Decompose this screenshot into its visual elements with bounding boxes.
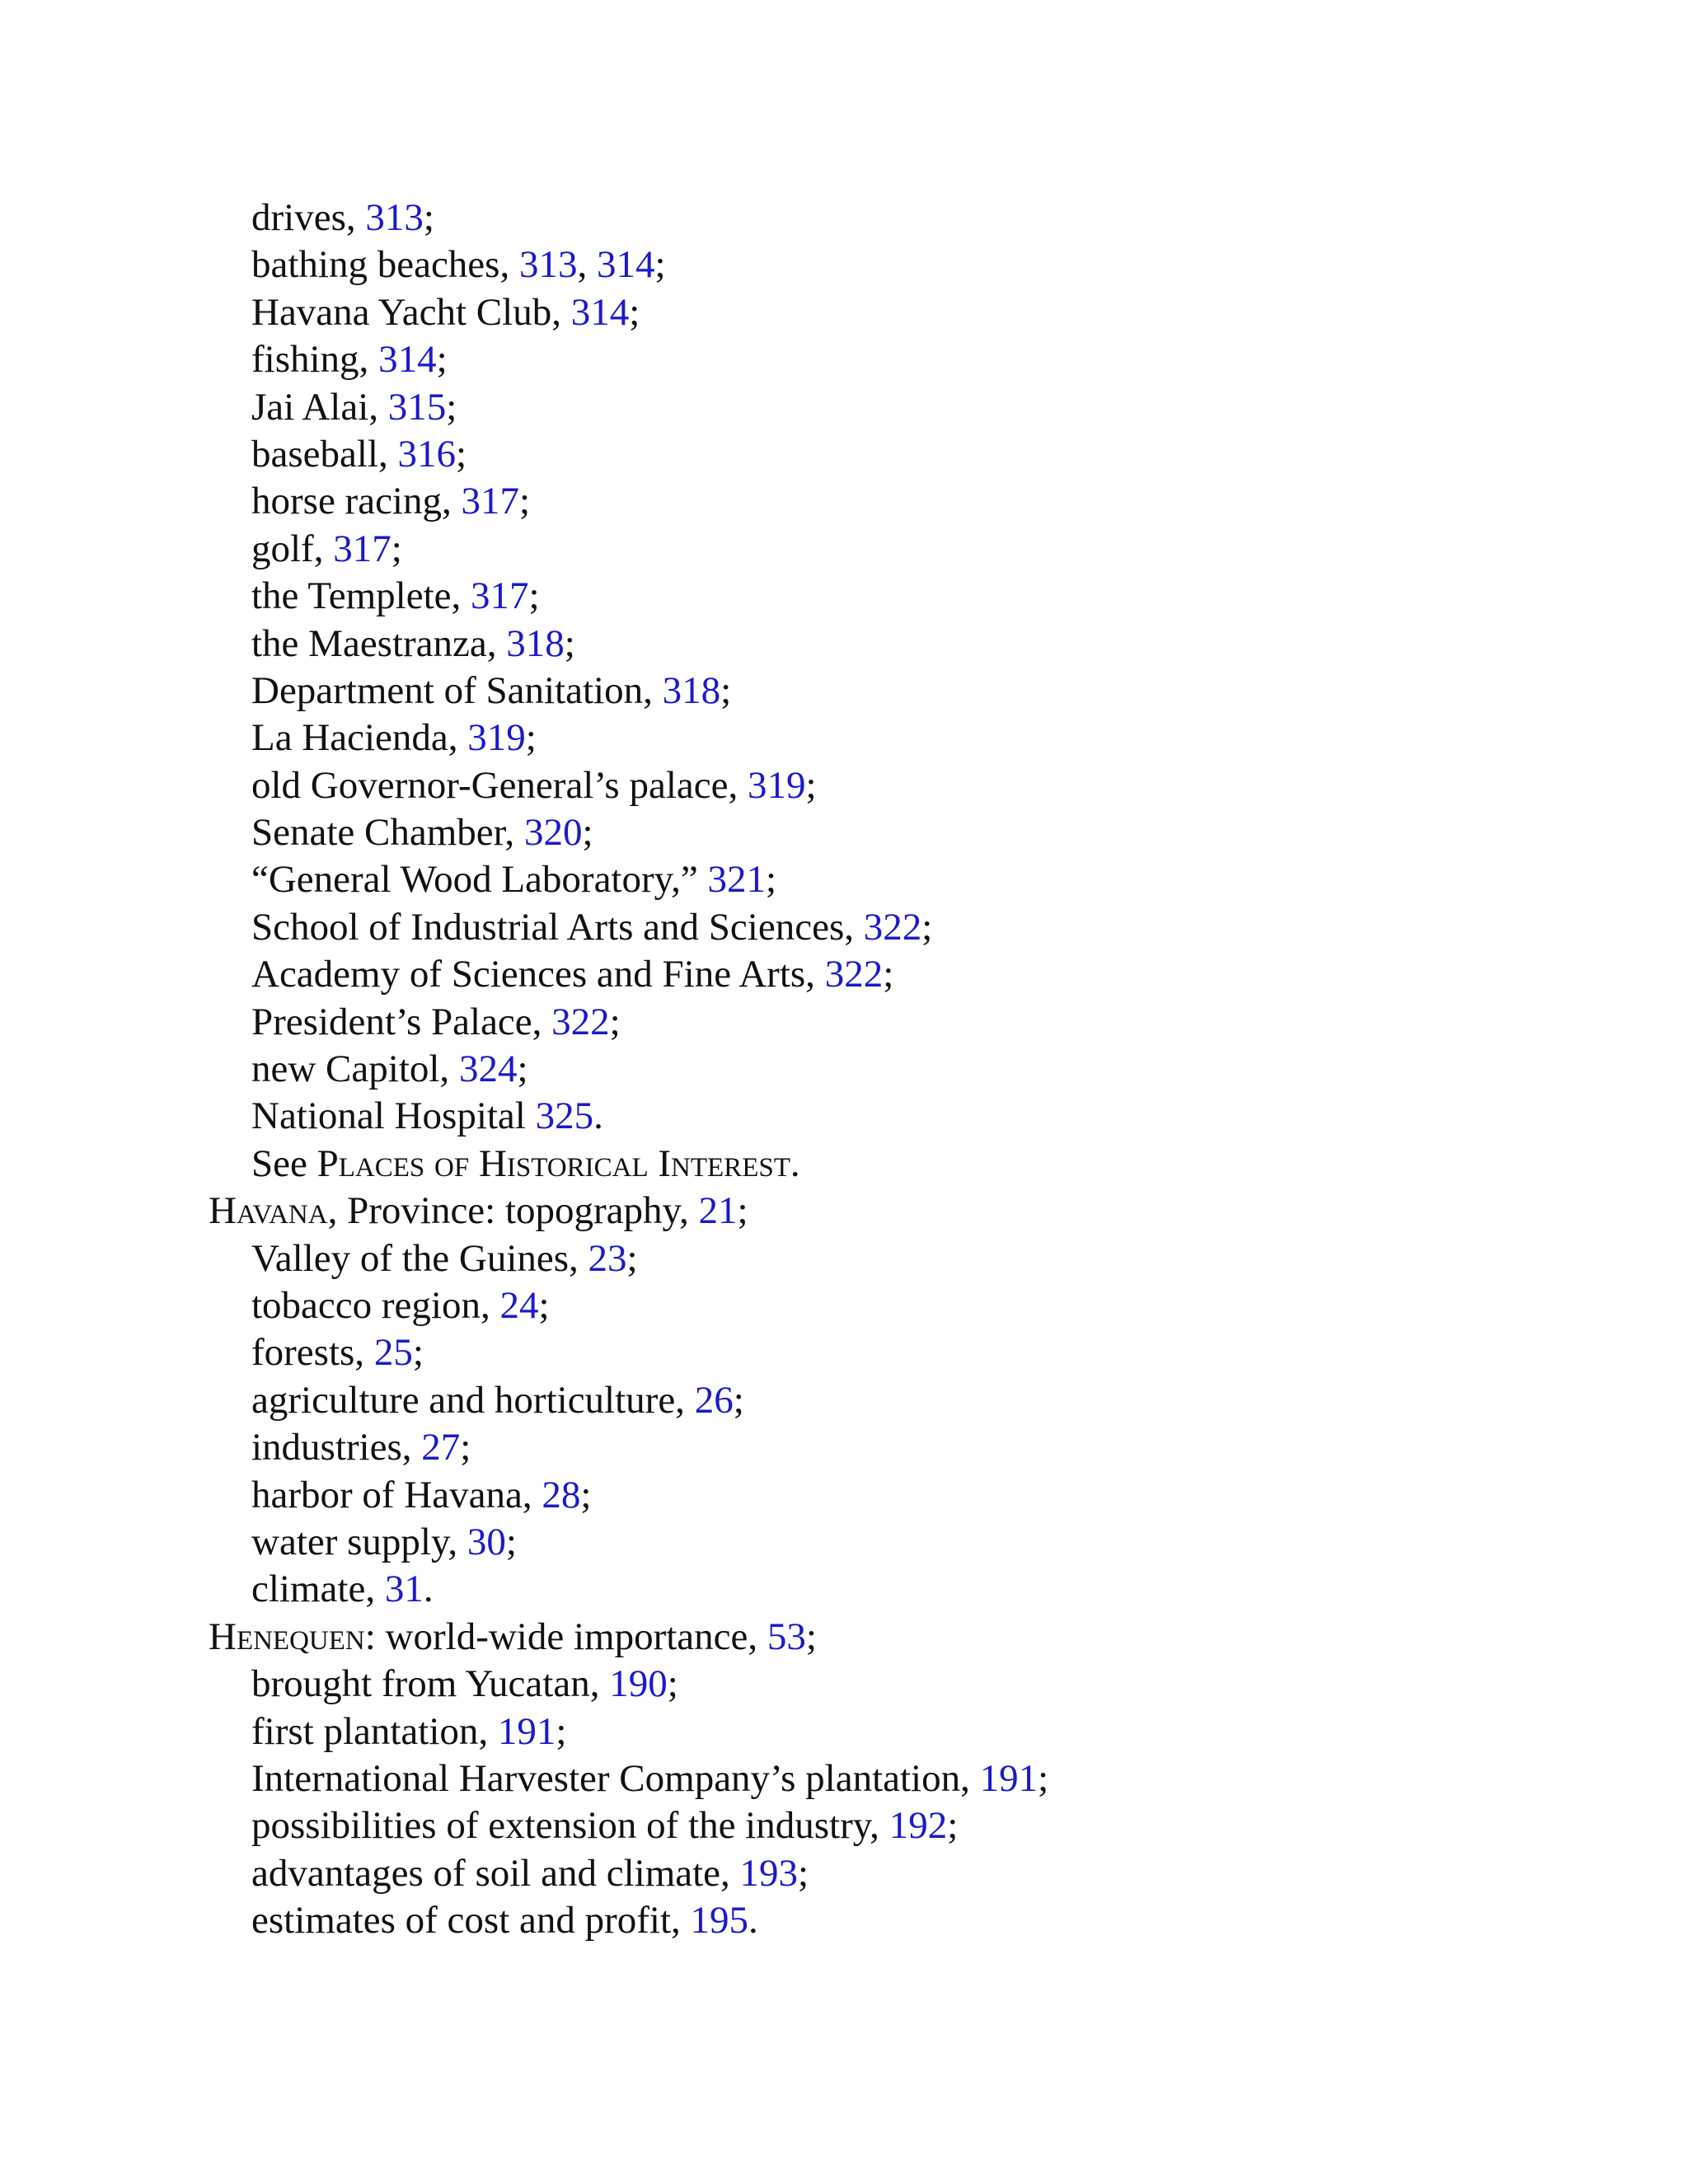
- entry-punctuation: ;: [654, 243, 666, 287]
- entry-text: new Capitol,: [251, 1047, 459, 1091]
- entry-punctuation: ;: [765, 858, 777, 902]
- page-reference-link[interactable]: 319: [467, 716, 526, 760]
- entry-punctuation: ;: [667, 1662, 678, 1706]
- page-reference-link[interactable]: 23: [588, 1236, 627, 1280]
- entry-punctuation: .: [748, 1899, 758, 1943]
- index-list: [209, 194, 1527, 1944]
- entry-punctuation: ;: [798, 1851, 809, 1895]
- entry-punctuation: ;: [412, 1331, 424, 1375]
- index-sub-entry: [209, 621, 1527, 668]
- entry-text: estimates of cost and profit,: [251, 1899, 691, 1943]
- index-sub-entry: [209, 668, 1527, 715]
- entry-punctuation: ;: [720, 668, 732, 712]
- entry-text: : world-wide importance,: [364, 1615, 767, 1658]
- entry-punctuation: ;: [525, 716, 537, 760]
- entry-text: Valley of the Guines,: [251, 1236, 588, 1280]
- entry-punctuation: ;: [460, 1426, 471, 1469]
- index-sub-entry: [209, 1661, 1527, 1708]
- page-reference-link[interactable]: 322: [824, 953, 884, 996]
- entry-punctuation: ;: [737, 1189, 748, 1233]
- index-sub-entry: [209, 1282, 1527, 1329]
- entry-punctuation: ;: [564, 621, 575, 665]
- entry-text: School of Industrial Arts and Sciences,: [251, 905, 864, 949]
- entry-punctuation: ;: [423, 196, 434, 239]
- index-sub-entry: [209, 1472, 1527, 1519]
- entry-text: first plantation,: [251, 1709, 498, 1753]
- entry-punctuation: ;: [456, 432, 467, 476]
- entry-punctuation: ;: [518, 480, 531, 523]
- index-sub-entry: [209, 1566, 1527, 1613]
- entry-punctuation: .: [423, 1568, 434, 1611]
- entry-text: golf,: [251, 527, 334, 570]
- page-reference-link[interactable]: 30: [467, 1520, 506, 1563]
- see-target-text: Places of Historical Interest: [316, 1141, 790, 1185]
- entry-text: Academy of Sciences and Fine Arts,: [251, 953, 825, 996]
- page-reference-link[interactable]: 319: [747, 763, 806, 807]
- page-reference-link[interactable]: 24: [499, 1283, 539, 1327]
- page-reference-link[interactable]: 318: [662, 668, 721, 712]
- entry-punctuation: ;: [446, 385, 457, 429]
- page-reference-link[interactable]: 325: [535, 1094, 594, 1138]
- page-reference-link[interactable]: 321: [707, 858, 766, 902]
- page-reference-link[interactable]: 314: [570, 290, 630, 334]
- entry-punctuation: ;: [580, 1473, 592, 1516]
- page-reference-link[interactable]: 53: [767, 1615, 806, 1658]
- page-reference-link[interactable]: 318: [506, 621, 565, 665]
- page-reference-link[interactable]: 195: [690, 1899, 749, 1943]
- entry-punctuation: ;: [505, 1520, 517, 1563]
- entry-text: International Harvester Company’s plantation,: [251, 1756, 980, 1800]
- index-sub-entry: [209, 1377, 1527, 1424]
- entry-text: National Hospital: [251, 1094, 536, 1138]
- entry-text: forests,: [251, 1331, 374, 1375]
- index-sub-entry: [209, 715, 1527, 762]
- page-reference-link[interactable]: 320: [523, 811, 583, 855]
- entry-text: water supply,: [251, 1520, 467, 1563]
- page-reference-link[interactable]: 317: [461, 480, 519, 523]
- page-reference-link[interactable]: 322: [863, 905, 922, 949]
- entry-text: bathing beaches,: [251, 243, 519, 287]
- entry-text: See: [251, 1141, 317, 1185]
- entry-punctuation: ;: [582, 811, 593, 855]
- entry-punctuation: ;: [609, 1000, 621, 1043]
- entry-text: Havana Yacht Club,: [251, 290, 571, 334]
- index-sub-entry: [209, 1897, 1527, 1944]
- index-see-reference: [209, 1141, 1527, 1188]
- page-reference-link[interactable]: 190: [609, 1662, 668, 1706]
- page-reference-link[interactable]: 313: [518, 243, 578, 287]
- entry-punctuation: .: [790, 1141, 800, 1185]
- entry-text: “General Wood Laboratory,”: [251, 858, 708, 902]
- page-reference-link[interactable]: 314: [596, 243, 655, 287]
- index-main-entry: [209, 1614, 1527, 1661]
- index-sub-entry: [209, 1519, 1527, 1566]
- page-reference-link[interactable]: 313: [365, 196, 424, 239]
- index-main-entry: [209, 1188, 1527, 1235]
- page-reference-link[interactable]: 21: [698, 1189, 738, 1233]
- entry-punctuation: ;: [1038, 1756, 1049, 1800]
- page-reference-link[interactable]: 28: [542, 1473, 581, 1516]
- entry-text: old Governor-General’s palace,: [251, 763, 748, 807]
- entry-punctuation: .: [593, 1094, 603, 1138]
- entry-punctuation: ;: [538, 1283, 550, 1327]
- page-reference-link[interactable]: 191: [979, 1756, 1039, 1800]
- index-sub-entry: [209, 431, 1527, 478]
- ref-separator: ,: [577, 243, 597, 287]
- index-sub-entry: [209, 1424, 1527, 1471]
- entry-text: drives,: [251, 196, 366, 239]
- index-sub-entry: [209, 1093, 1527, 1140]
- page-reference-link[interactable]: 316: [397, 432, 456, 476]
- entry-text: brought from Yucatan,: [251, 1662, 610, 1706]
- index-sub-entry: [209, 904, 1527, 951]
- index-sub-entry: [209, 241, 1527, 288]
- entry-punctuation: ;: [733, 1378, 744, 1422]
- page-reference-link[interactable]: 31: [384, 1568, 424, 1611]
- entry-punctuation: ;: [805, 763, 817, 807]
- entry-punctuation: ;: [805, 1615, 817, 1658]
- index-sub-entry: [209, 1850, 1527, 1897]
- page-reference-link[interactable]: 317: [471, 574, 529, 618]
- page-reference-link[interactable]: 324: [458, 1047, 518, 1091]
- index-sub-entry: [209, 336, 1527, 383]
- entry-text: baseball,: [251, 432, 398, 476]
- page-reference-link[interactable]: 26: [694, 1378, 734, 1422]
- page-reference-link[interactable]: 193: [739, 1851, 799, 1895]
- page-reference-link[interactable]: 27: [421, 1426, 461, 1469]
- page-reference-link[interactable]: 322: [551, 1000, 610, 1043]
- index-sub-entry: [209, 951, 1527, 998]
- index-sub-entry: [209, 1235, 1527, 1282]
- index-sub-entry: [209, 384, 1527, 431]
- index-sub-entry: [209, 1329, 1527, 1376]
- entry-text: , Province: topography,: [327, 1189, 699, 1233]
- entry-punctuation: ;: [391, 527, 402, 570]
- page-reference-link[interactable]: 317: [333, 527, 392, 570]
- entry-text: Jai Alai,: [251, 385, 388, 429]
- entry-text: the Templete,: [251, 574, 471, 618]
- entry-text: possibilities of extension of the industry,: [251, 1804, 889, 1848]
- index-sub-entry: [209, 762, 1527, 809]
- entry-text: fishing,: [251, 338, 379, 382]
- page-reference-link[interactable]: 315: [387, 385, 447, 429]
- index-sub-entry: [209, 478, 1527, 525]
- entry-text: industries,: [251, 1426, 422, 1469]
- index-sub-entry: [209, 856, 1527, 903]
- entry-text: La Hacienda,: [251, 716, 468, 760]
- index-sub-entry: [209, 526, 1527, 573]
- page-reference-link[interactable]: 314: [378, 338, 437, 382]
- index-sub-entry: [209, 289, 1527, 336]
- entry-text: Department of Sanitation,: [251, 668, 663, 712]
- index-sub-entry: [209, 1755, 1527, 1802]
- entry-punctuation: ;: [517, 1047, 528, 1091]
- page-reference-link[interactable]: 191: [497, 1709, 556, 1753]
- entry-heading: Henequen: [209, 1615, 365, 1658]
- entry-punctuation: ;: [436, 338, 448, 382]
- page-reference-link[interactable]: 25: [373, 1331, 413, 1375]
- entry-text: agriculture and horticulture,: [251, 1378, 695, 1422]
- index-sub-entry: [209, 194, 1527, 241]
- entry-punctuation: ;: [556, 1709, 567, 1753]
- index-sub-entry: [209, 1708, 1527, 1755]
- entry-text: advantages of soil and climate,: [251, 1851, 740, 1895]
- index-sub-entry: [209, 1802, 1527, 1849]
- entry-text: harbor of Havana,: [251, 1473, 542, 1516]
- index-sub-entry: [209, 573, 1527, 620]
- page-reference-link[interactable]: 192: [889, 1804, 948, 1848]
- entry-punctuation: ;: [947, 1804, 959, 1848]
- entry-text: climate,: [251, 1568, 385, 1611]
- entry-text: President’s Palace,: [251, 1000, 552, 1043]
- entry-text: horse racing,: [251, 480, 462, 523]
- entry-punctuation: ;: [921, 905, 933, 949]
- entry-text: Senate Chamber,: [251, 811, 524, 855]
- index-sub-entry: [209, 999, 1527, 1046]
- entry-punctuation: ;: [626, 1236, 638, 1280]
- index-sub-entry: [209, 809, 1527, 856]
- entry-punctuation: ;: [883, 953, 894, 996]
- entry-punctuation: ;: [629, 290, 640, 334]
- entry-heading: Havana: [209, 1189, 328, 1233]
- entry-text: tobacco region,: [251, 1283, 500, 1327]
- entry-text: the Maestranza,: [251, 621, 507, 665]
- entry-punctuation: ;: [528, 574, 540, 618]
- index-sub-entry: [209, 1046, 1527, 1093]
